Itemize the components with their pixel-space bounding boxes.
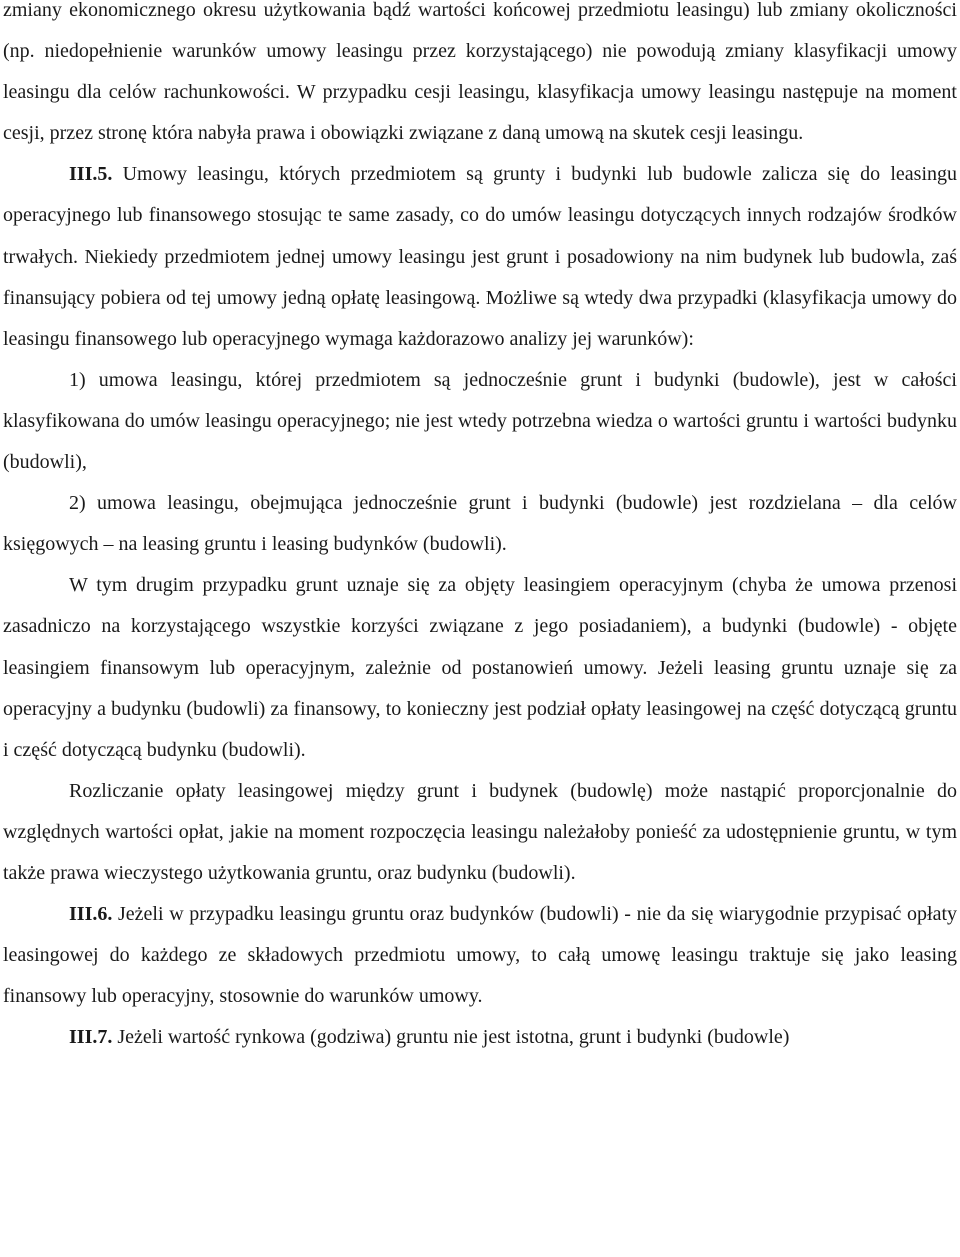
- paragraph-second-case: W tym drugim przypadku grunt uznaje się za objęty leasingiem operacyjnym (chyba że umowa przenosi zasadniczo na korzystającego wszystkie korzyści związane z jego posiadaniem), a budynki (budowle) - objęte leasingiem finansowym lub operacyjnym, zależnie od postanowień umowy. Jeżeli leasing gruntu uznaje się za operacyjny a budynku (budowli) za finansowy, to konieczny jest podział opłaty leasingowej na część dotyczącą gruntu i część dotyczącą budynku (budowli).: [3, 574, 957, 761]
- section-III-6: [3, 894, 957, 1017]
- section-label: III.6.: [69, 903, 113, 926]
- document-page: [3, 0, 957, 1058]
- section-III-7: [3, 1017, 957, 1058]
- list-item-1: 1) umowa leasingu, której przedmiotem są jednocześnie grunt i budynki (budowle), jest w całości klasyfikowana do umów leasingu operacyjnego; nie jest wtedy potrzebna wiedza o wartości gruntu i wartości budynku (budowli),: [3, 368, 957, 474]
- list-item-2: 2) umowa leasingu, obejmująca jednocześnie grunt i budynki (budowle) jest rozdzielana – dla celów księgowych – na leasing gruntu i leasing budynków (budowli).: [3, 492, 957, 556]
- section-text: Jeżeli w przypadku leasingu gruntu oraz budynków (budowli) - nie da się wiarygodnie przypisać opłaty leasingowej do każdego ze składowych przedmiotu umowy, to całą umowę leasingu traktuje się jako leasing finansowy lub operacyjny, stosownie do warunków umowy.: [3, 903, 957, 1008]
- section-text: Umowy leasingu, których przedmiotem są grunty i budynki lub budowle zalicza się do leasingu operacyjnego lub finansowego stosując te same zasady, co do umów leasingu dotyczących innych rodzajów środków trwałych. Niekiedy przedmiotem jednej umowy leasingu jest grunt i posadowiony na nim budynek lub budowla, zaś finansujący pobiera od tej umowy jedną opłatę leasingową. Możliwe są wtedy dwa przypadki (klasyfikacja umowy do leasingu finansowego lub operacyjnego wymaga każdorazowo analizy jej warunków):: [3, 163, 957, 350]
- paragraph-continuation: zmiany ekonomicznego okresu użytkowania bądź wartości końcowej przedmiotu leasingu) lub zmiany okoliczności (np. niedopełnienie warunków umowy leasingu przez korzystającego) nie powodują zmiany klasyfikacji umowy leasingu dla celów rachunkowości. W przypadku cesji leasingu, klasyfikacja umowy leasingu następuje na moment cesji, przez stronę która nabyła prawa i obowiązki związane z daną umową na skutek cesji leasingu.: [3, 0, 957, 145]
- section-label: III.5.: [69, 163, 113, 186]
- paragraph-settlement: Rozliczanie opłaty leasingowej między grunt i budynek (budowlę) może nastąpić proporcjonalnie do względnych wartości opłat, jakie na moment rozpoczęcia leasingu należałoby ponieść za udostępnienie gruntu, w tym także prawa wieczystego użytkowania gruntu, oraz budynku (budowli).: [3, 779, 957, 884]
- section-label: III.7.: [69, 1026, 113, 1049]
- section-text: Jeżeli wartość rynkowa (godziwa) gruntu nie jest istotna, grunt i budynki (budowle): [112, 1026, 790, 1049]
- section-III-5: [3, 154, 957, 359]
